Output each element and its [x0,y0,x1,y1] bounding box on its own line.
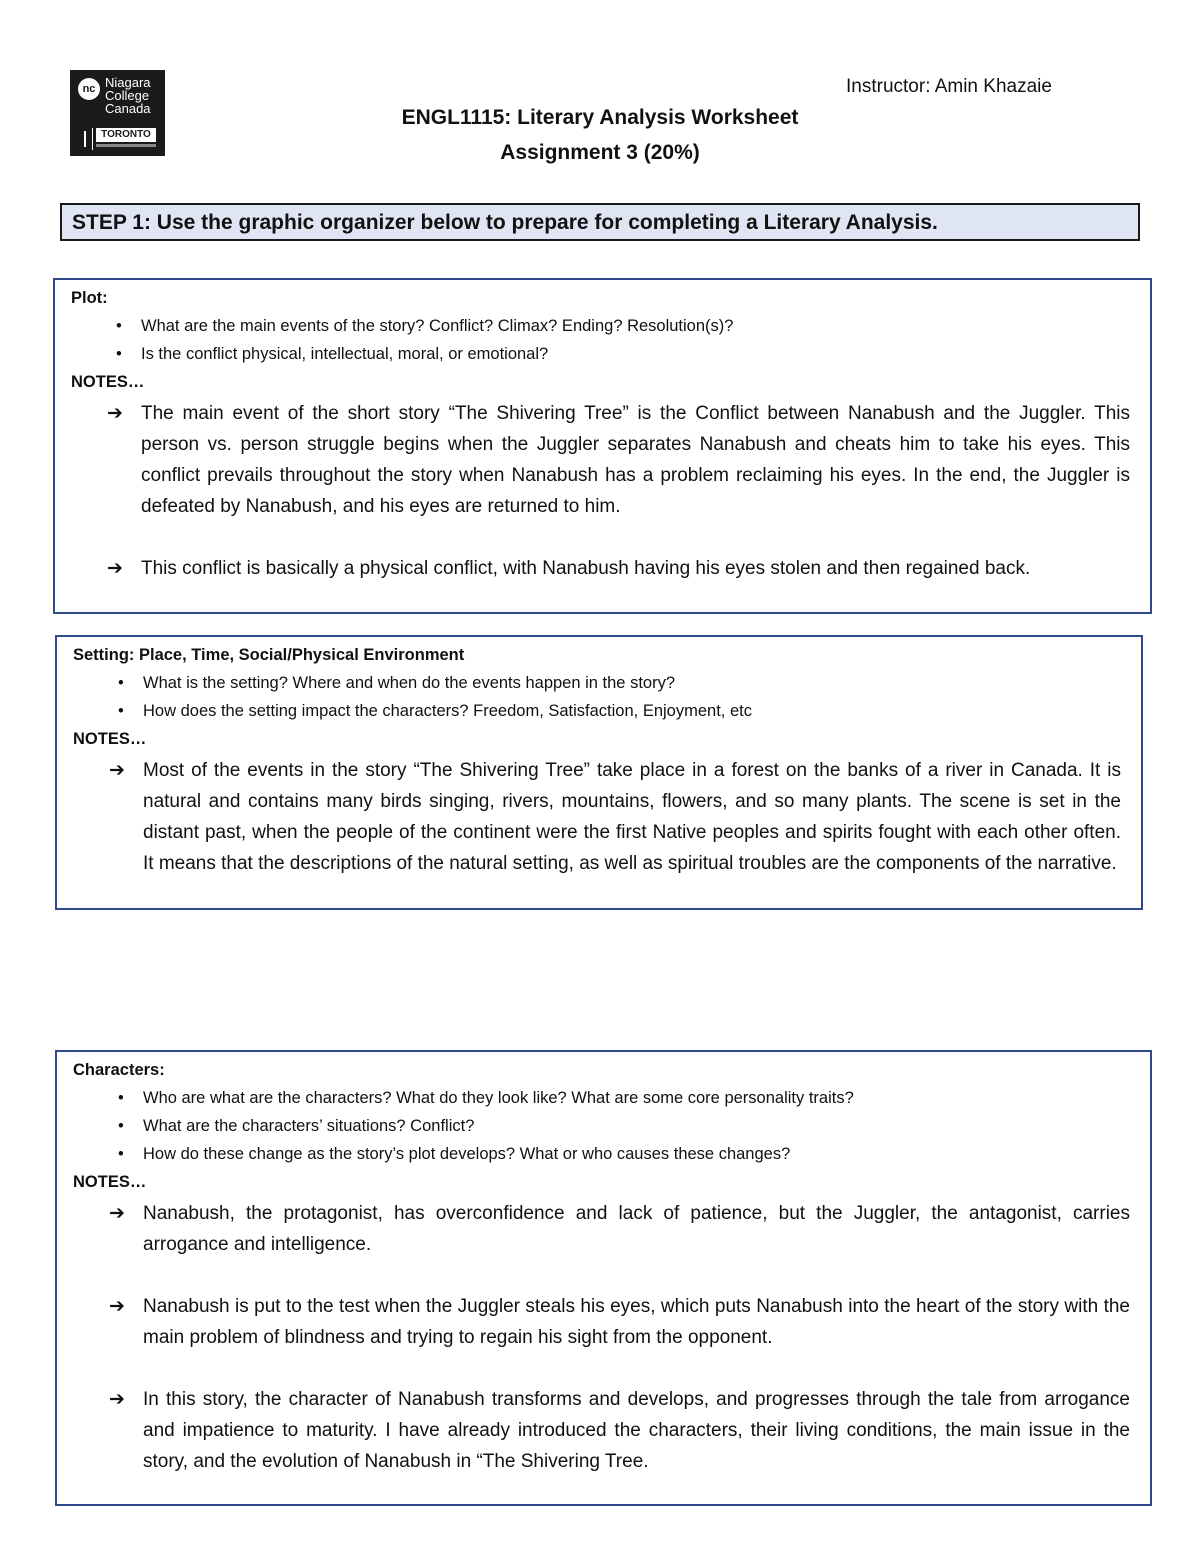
question-item: • What is the setting? Where and when do the events happen in the story? [73,669,1129,697]
note-text: Most of the events in the story “The Shivering Tree” take place in a forest on the banks of a river in Canada. It is natural and contains many birds singing, rivers, mountains, flowers, and so many plants. The scene is set in the distant past, when the people of the continent were the first Native peoples and spirits fought with each other often. It means that the descriptions of the natural setting, as well as spiritual troubles are the components of the narrative. [143,760,1121,874]
question-list [73,669,1129,725]
note-text: The main event of the short story “The Shivering Tree” is the Conflict between Nanabush and the Juggler. This person vs. person struggle begins when the Juggler separates Nanabush and cheats him to take his eyes. This conflict prevails throughout the story when Nanabush has a problem reclaiming his eyes. In the end, the Juggler is defeated by Nanabush, and his eyes are returned to him. [141,403,1130,517]
logo-line: Niagara [105,75,151,90]
logo-line: College [105,88,150,103]
section-heading: Setting: Place, Time, Social/Physical Environment [73,646,465,664]
question-list [73,1084,1138,1168]
arrow-icon: ➔ [109,1389,125,1410]
arrow-icon: ➔ [109,1296,125,1317]
plot-section [53,278,1152,614]
characters-section [55,1050,1152,1506]
step-1-banner: STEP 1: Use the graphic organizer below to prepare for completing a Literary Analysis. [60,203,1140,241]
note-paragraph [71,398,1130,522]
question-item: • How do these change as the story’s plot develops? What or who causes these changes? [73,1140,1138,1168]
setting-section [55,635,1143,910]
note-paragraph [73,1384,1130,1477]
arrow-icon: ➔ [107,558,123,579]
arrow-icon: ➔ [109,760,125,781]
note-text: Nanabush is put to the test when the Juggler steals his eyes, which puts Nanabush into the heart of the story with the main problem of blindness and trying to regain his sight from the opponent. [143,1296,1130,1348]
instructor-name: Instructor: Amin Khazaie [846,76,1052,97]
question-item: • What are the characters’ situations? Conflict? [73,1112,1138,1140]
question-item: • Who are what are the characters? What do they look like? What are some core personality traits? [73,1084,1138,1112]
note-paragraph [71,553,1130,584]
arrow-icon: ➔ [107,403,123,424]
document-title: ENGL1115: Literary Analysis Worksheet [401,106,799,129]
nc-logo-mark: nc [78,78,100,100]
note-paragraph [73,1198,1130,1260]
question-item: • Is the conflict physical, intellectual, moral, or emotional? [71,340,1138,368]
note-text: Nanabush, the protagonist, has overconfidence and lack of patience, but the Juggler, the antagonist, carries arrogance and intelligence. [143,1203,1130,1255]
note-text: In this story, the character of Nanabush transforms and develops, and progresses through the tale from arrogance and impatience to maturity. I have already introduced the characters, their living conditions, the main issue in the story, and the evolution of Nanabush in “The Shivering Tree. [143,1389,1130,1472]
notes-label: NOTES… [71,373,145,391]
document-subtitle: Assignment 3 (20%) [500,141,700,164]
note-paragraph [73,755,1121,879]
note-paragraph [73,1291,1130,1353]
notes-label: NOTES… [73,730,147,748]
question-list [71,312,1138,368]
notes-label: NOTES… [73,1173,147,1191]
logo-line: Canada [105,101,151,116]
section-heading: Plot: [71,289,108,307]
question-item: • What are the main events of the story? Conflict? Climax? Ending? Resolution(s)? [71,312,1138,340]
note-text: This conflict is basically a physical conflict, with Nanabush having his eyes stolen and then regained back. [141,558,1031,579]
question-item: • How does the setting impact the characters? Freedom, Satisfaction, Enjoyment, etc [73,697,1129,725]
campus-name: TORONTO [96,128,156,142]
arrow-icon: ➔ [109,1203,125,1224]
section-heading: Characters: [73,1061,165,1079]
